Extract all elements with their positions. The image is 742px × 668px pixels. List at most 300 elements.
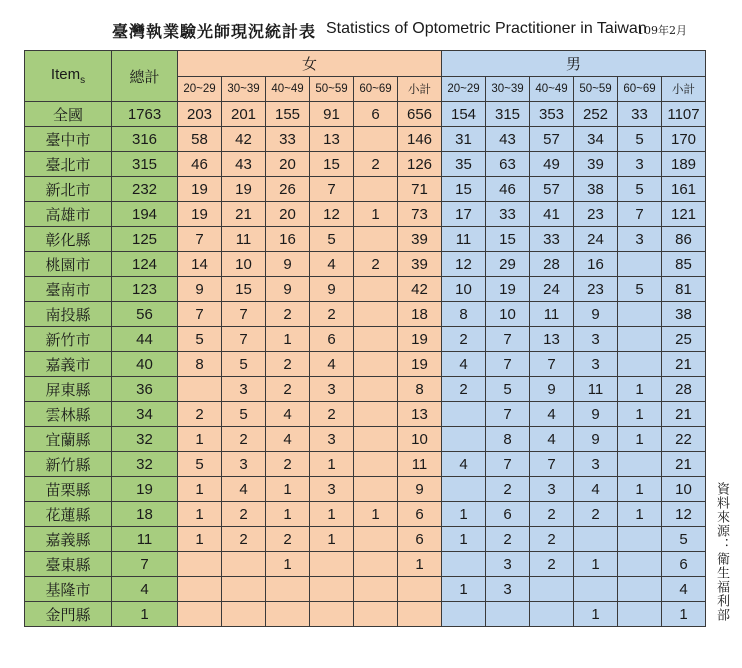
female-cell: 2 — [266, 302, 310, 327]
female-cell: 33 — [266, 127, 310, 152]
male-cell: 11 — [530, 302, 574, 327]
female-cell: 19 — [398, 352, 442, 377]
region-name: 苗栗縣 — [25, 477, 112, 502]
female-cell: 2 — [310, 302, 354, 327]
female-cell: 4 — [310, 352, 354, 377]
region-name: 桃園市 — [25, 252, 112, 277]
male-cell: 5 — [618, 127, 662, 152]
region-total: 123 — [112, 277, 178, 302]
male-cell — [442, 552, 486, 577]
male-cell: 24 — [574, 227, 618, 252]
male-cell: 3 — [618, 227, 662, 252]
female-cell: 146 — [398, 127, 442, 152]
header-male: 男 — [442, 51, 706, 77]
female-cell: 6 — [398, 527, 442, 552]
region-total: 315 — [112, 152, 178, 177]
female-cell: 9 — [178, 277, 222, 302]
region-total: 40 — [112, 352, 178, 377]
male-cell: 86 — [662, 227, 706, 252]
female-cell: 5 — [178, 452, 222, 477]
female-cell: 2 — [222, 502, 266, 527]
female-cell — [398, 577, 442, 602]
female-cell: 7 — [178, 227, 222, 252]
female-cell — [354, 227, 398, 252]
female-cell: 9 — [266, 277, 310, 302]
male-cell: 2 — [442, 377, 486, 402]
female-cell: 26 — [266, 177, 310, 202]
male-cell: 2 — [574, 502, 618, 527]
female-cell: 7 — [310, 177, 354, 202]
female-cell — [354, 427, 398, 452]
male-cell: 9 — [574, 402, 618, 427]
female-cell — [354, 602, 398, 627]
female-cell: 7 — [222, 327, 266, 352]
male-cell: 4 — [662, 577, 706, 602]
female-cell: 12 — [310, 202, 354, 227]
table-row — [25, 477, 706, 502]
region-total: 7 — [112, 552, 178, 577]
male-age-header: 30~39 — [486, 77, 530, 102]
male-cell: 12 — [662, 502, 706, 527]
male-cell: 5 — [662, 527, 706, 552]
female-cell: 3 — [310, 377, 354, 402]
female-cell — [354, 477, 398, 502]
male-cell: 2 — [530, 527, 574, 552]
title-row — [0, 16, 742, 46]
female-cell: 39 — [398, 227, 442, 252]
male-cell: 63 — [486, 152, 530, 177]
male-cell: 4 — [442, 452, 486, 477]
male-age-header: 小計 — [662, 77, 706, 102]
source-note: 資料來源：衛生福利部 — [714, 482, 729, 622]
female-cell — [354, 327, 398, 352]
region-name: 全國 — [25, 102, 112, 127]
male-cell: 21 — [662, 352, 706, 377]
female-age-header: 30~39 — [222, 77, 266, 102]
region-name: 臺中市 — [25, 127, 112, 152]
male-cell: 353 — [530, 102, 574, 127]
male-cell: 11 — [574, 377, 618, 402]
female-cell: 1 — [310, 527, 354, 552]
female-age-header: 20~29 — [178, 77, 222, 102]
female-cell: 9 — [266, 252, 310, 277]
male-cell: 252 — [574, 102, 618, 127]
region-name: 雲林縣 — [25, 402, 112, 427]
male-cell: 9 — [574, 302, 618, 327]
female-cell: 11 — [222, 227, 266, 252]
male-cell: 2 — [530, 502, 574, 527]
male-cell: 3 — [618, 152, 662, 177]
male-cell: 15 — [442, 177, 486, 202]
female-cell: 11 — [398, 452, 442, 477]
female-cell: 203 — [178, 102, 222, 127]
header-total: 總計 — [112, 51, 178, 102]
male-cell: 3 — [574, 327, 618, 352]
female-cell — [354, 352, 398, 377]
female-age-header: 60~69 — [354, 77, 398, 102]
female-cell: 201 — [222, 102, 266, 127]
male-cell — [618, 602, 662, 627]
male-cell — [618, 452, 662, 477]
male-cell: 2 — [486, 527, 530, 552]
male-cell: 1 — [618, 427, 662, 452]
male-cell: 2 — [442, 327, 486, 352]
female-cell: 1 — [266, 552, 310, 577]
female-cell: 6 — [398, 502, 442, 527]
female-cell: 10 — [398, 427, 442, 452]
male-cell — [574, 577, 618, 602]
male-cell: 2 — [486, 477, 530, 502]
female-cell: 18 — [398, 302, 442, 327]
female-cell: 656 — [398, 102, 442, 127]
male-cell: 7 — [530, 452, 574, 477]
female-cell — [178, 377, 222, 402]
region-total: 36 — [112, 377, 178, 402]
female-cell: 6 — [354, 102, 398, 127]
female-cell — [222, 552, 266, 577]
female-cell: 8 — [178, 352, 222, 377]
male-cell: 315 — [486, 102, 530, 127]
table-row — [25, 452, 706, 477]
region-name: 屏東縣 — [25, 377, 112, 402]
female-cell: 5 — [310, 227, 354, 252]
male-cell: 17 — [442, 202, 486, 227]
female-cell: 1 — [266, 502, 310, 527]
header-items: Item$_s$ — [25, 51, 112, 102]
table-row — [25, 302, 706, 327]
table-row — [25, 277, 706, 302]
table-row — [25, 227, 706, 252]
table-row — [25, 427, 706, 452]
table-row — [25, 577, 706, 602]
female-cell — [354, 402, 398, 427]
male-cell: 7 — [530, 352, 574, 377]
female-cell — [222, 602, 266, 627]
female-cell: 3 — [222, 452, 266, 477]
male-cell: 5 — [486, 377, 530, 402]
male-cell: 15 — [486, 227, 530, 252]
male-cell: 154 — [442, 102, 486, 127]
male-cell: 22 — [662, 427, 706, 452]
title-english: Statistics of Optometric Practitioner in Taiwan — [326, 20, 647, 37]
male-cell: 1 — [442, 577, 486, 602]
female-cell: 126 — [398, 152, 442, 177]
female-cell: 10 — [222, 252, 266, 277]
female-cell — [354, 127, 398, 152]
male-cell: 28 — [530, 252, 574, 277]
male-cell: 4 — [574, 477, 618, 502]
region-total: 56 — [112, 302, 178, 327]
female-cell — [354, 377, 398, 402]
female-cell — [178, 602, 222, 627]
male-cell — [486, 602, 530, 627]
male-cell: 4 — [530, 427, 574, 452]
female-cell: 19 — [178, 177, 222, 202]
region-total: 4 — [112, 577, 178, 602]
female-cell: 43 — [222, 152, 266, 177]
female-cell: 4 — [266, 402, 310, 427]
male-cell: 25 — [662, 327, 706, 352]
male-cell — [618, 577, 662, 602]
female-cell: 6 — [310, 327, 354, 352]
male-cell: 1107 — [662, 102, 706, 127]
title-chinese: 臺灣執業驗光師現況統計表 — [112, 22, 317, 41]
table-row — [25, 502, 706, 527]
region-total: 194 — [112, 202, 178, 227]
header-row-gender — [25, 51, 706, 77]
male-cell — [574, 527, 618, 552]
region-total: 232 — [112, 177, 178, 202]
male-cell: 161 — [662, 177, 706, 202]
female-cell — [354, 577, 398, 602]
table-row — [25, 252, 706, 277]
female-cell: 19 — [222, 177, 266, 202]
male-cell: 3 — [574, 452, 618, 477]
male-cell: 23 — [574, 202, 618, 227]
male-cell: 38 — [574, 177, 618, 202]
female-cell — [354, 527, 398, 552]
male-cell: 2 — [530, 552, 574, 577]
male-cell — [618, 302, 662, 327]
male-cell: 57 — [530, 177, 574, 202]
male-cell: 29 — [486, 252, 530, 277]
female-cell: 1 — [178, 477, 222, 502]
male-cell — [530, 602, 574, 627]
male-cell: 3 — [486, 552, 530, 577]
table-body — [25, 102, 706, 627]
region-name: 高雄市 — [25, 202, 112, 227]
female-cell: 8 — [398, 377, 442, 402]
male-cell: 21 — [662, 402, 706, 427]
region-name: 嘉義縣 — [25, 527, 112, 552]
table-row — [25, 102, 706, 127]
male-cell: 6 — [486, 502, 530, 527]
female-cell: 4 — [310, 252, 354, 277]
male-cell: 46 — [486, 177, 530, 202]
female-cell: 15 — [310, 152, 354, 177]
male-cell: 33 — [530, 227, 574, 252]
region-name: 臺南市 — [25, 277, 112, 302]
table-row — [25, 352, 706, 377]
title-date: 109年2月 — [637, 24, 687, 37]
table-row — [25, 327, 706, 352]
male-cell: 7 — [486, 452, 530, 477]
male-cell: 7 — [486, 352, 530, 377]
male-cell: 1 — [618, 477, 662, 502]
female-cell — [266, 577, 310, 602]
male-cell: 33 — [486, 202, 530, 227]
region-name: 臺東縣 — [25, 552, 112, 577]
male-cell: 85 — [662, 252, 706, 277]
male-cell: 1 — [574, 552, 618, 577]
region-total: 125 — [112, 227, 178, 252]
female-cell: 2 — [266, 527, 310, 552]
region-name: 彰化縣 — [25, 227, 112, 252]
female-cell — [354, 302, 398, 327]
female-cell: 73 — [398, 202, 442, 227]
male-cell: 41 — [530, 202, 574, 227]
male-cell: 10 — [442, 277, 486, 302]
male-cell — [442, 402, 486, 427]
male-cell: 170 — [662, 127, 706, 152]
male-cell: 10 — [662, 477, 706, 502]
female-cell: 1 — [178, 502, 222, 527]
male-cell: 23 — [574, 277, 618, 302]
male-cell: 1 — [618, 502, 662, 527]
male-cell: 28 — [662, 377, 706, 402]
male-cell: 43 — [486, 127, 530, 152]
male-cell: 7 — [486, 402, 530, 427]
male-cell: 1 — [618, 377, 662, 402]
table-row — [25, 177, 706, 202]
female-cell: 19 — [178, 202, 222, 227]
female-cell: 46 — [178, 152, 222, 177]
male-cell: 13 — [530, 327, 574, 352]
male-cell: 33 — [618, 102, 662, 127]
female-cell: 16 — [266, 227, 310, 252]
female-cell: 2 — [354, 152, 398, 177]
male-cell: 1 — [618, 402, 662, 427]
male-cell: 12 — [442, 252, 486, 277]
male-cell: 189 — [662, 152, 706, 177]
male-cell: 16 — [574, 252, 618, 277]
female-cell: 1 — [354, 502, 398, 527]
region-name: 新竹縣 — [25, 452, 112, 477]
female-cell: 3 — [222, 377, 266, 402]
table-row — [25, 202, 706, 227]
female-cell — [178, 552, 222, 577]
region-name: 臺北市 — [25, 152, 112, 177]
female-cell: 7 — [178, 302, 222, 327]
male-cell: 4 — [530, 402, 574, 427]
region-total: 316 — [112, 127, 178, 152]
female-age-header: 小計 — [398, 77, 442, 102]
female-cell: 20 — [266, 152, 310, 177]
table-row — [25, 377, 706, 402]
female-cell — [310, 552, 354, 577]
region-name: 基隆市 — [25, 577, 112, 602]
male-cell — [618, 252, 662, 277]
male-cell: 19 — [486, 277, 530, 302]
female-cell: 3 — [310, 477, 354, 502]
female-cell: 5 — [178, 327, 222, 352]
male-age-header: 50~59 — [574, 77, 618, 102]
male-cell — [618, 327, 662, 352]
region-total: 32 — [112, 452, 178, 477]
region-name: 宜蘭縣 — [25, 427, 112, 452]
header-female: 女 — [178, 51, 442, 77]
region-name: 嘉義市 — [25, 352, 112, 377]
region-total: 44 — [112, 327, 178, 352]
region-total: 19 — [112, 477, 178, 502]
male-cell — [442, 602, 486, 627]
male-cell: 8 — [442, 302, 486, 327]
table-row — [25, 127, 706, 152]
female-cell: 1 — [398, 552, 442, 577]
female-cell: 3 — [310, 427, 354, 452]
region-total: 32 — [112, 427, 178, 452]
female-cell: 155 — [266, 102, 310, 127]
male-cell: 4 — [442, 352, 486, 377]
male-cell — [442, 477, 486, 502]
female-cell: 39 — [398, 252, 442, 277]
male-cell: 3 — [574, 352, 618, 377]
region-name: 新北市 — [25, 177, 112, 202]
male-cell: 1 — [574, 602, 618, 627]
female-cell — [398, 602, 442, 627]
male-age-header: 60~69 — [618, 77, 662, 102]
male-cell: 9 — [574, 427, 618, 452]
female-cell: 4 — [222, 477, 266, 502]
female-cell — [354, 552, 398, 577]
female-cell: 4 — [266, 427, 310, 452]
male-cell: 121 — [662, 202, 706, 227]
female-cell: 14 — [178, 252, 222, 277]
male-cell — [442, 427, 486, 452]
region-name: 花蓮縣 — [25, 502, 112, 527]
male-cell: 3 — [530, 477, 574, 502]
female-cell — [354, 277, 398, 302]
female-cell: 2 — [178, 402, 222, 427]
male-cell: 8 — [486, 427, 530, 452]
female-cell: 91 — [310, 102, 354, 127]
region-name: 新竹市 — [25, 327, 112, 352]
female-cell: 13 — [310, 127, 354, 152]
female-cell: 21 — [222, 202, 266, 227]
male-cell: 81 — [662, 277, 706, 302]
region-total: 34 — [112, 402, 178, 427]
male-cell: 39 — [574, 152, 618, 177]
female-cell — [178, 577, 222, 602]
male-cell: 1 — [442, 527, 486, 552]
table-row — [25, 527, 706, 552]
male-cell: 24 — [530, 277, 574, 302]
female-cell: 2 — [222, 427, 266, 452]
male-cell: 9 — [530, 377, 574, 402]
female-cell: 7 — [222, 302, 266, 327]
female-cell — [354, 177, 398, 202]
female-cell: 58 — [178, 127, 222, 152]
female-cell: 9 — [310, 277, 354, 302]
female-cell: 2 — [222, 527, 266, 552]
male-cell: 38 — [662, 302, 706, 327]
region-total: 1 — [112, 602, 178, 627]
female-cell: 5 — [222, 352, 266, 377]
male-age-header: 40~49 — [530, 77, 574, 102]
female-age-header: 40~49 — [266, 77, 310, 102]
female-cell: 2 — [266, 377, 310, 402]
female-cell: 71 — [398, 177, 442, 202]
region-name: 金門縣 — [25, 602, 112, 627]
female-age-header: 50~59 — [310, 77, 354, 102]
female-cell: 42 — [222, 127, 266, 152]
male-cell — [618, 552, 662, 577]
male-cell — [618, 352, 662, 377]
male-cell: 49 — [530, 152, 574, 177]
female-cell: 2 — [266, 352, 310, 377]
female-cell: 1 — [266, 477, 310, 502]
female-cell — [266, 602, 310, 627]
male-cell: 7 — [618, 202, 662, 227]
table-row — [25, 552, 706, 577]
female-cell: 9 — [398, 477, 442, 502]
female-cell — [354, 452, 398, 477]
female-cell: 2 — [310, 402, 354, 427]
male-cell: 31 — [442, 127, 486, 152]
female-cell: 2 — [354, 252, 398, 277]
female-cell: 1 — [178, 527, 222, 552]
female-cell: 2 — [266, 452, 310, 477]
